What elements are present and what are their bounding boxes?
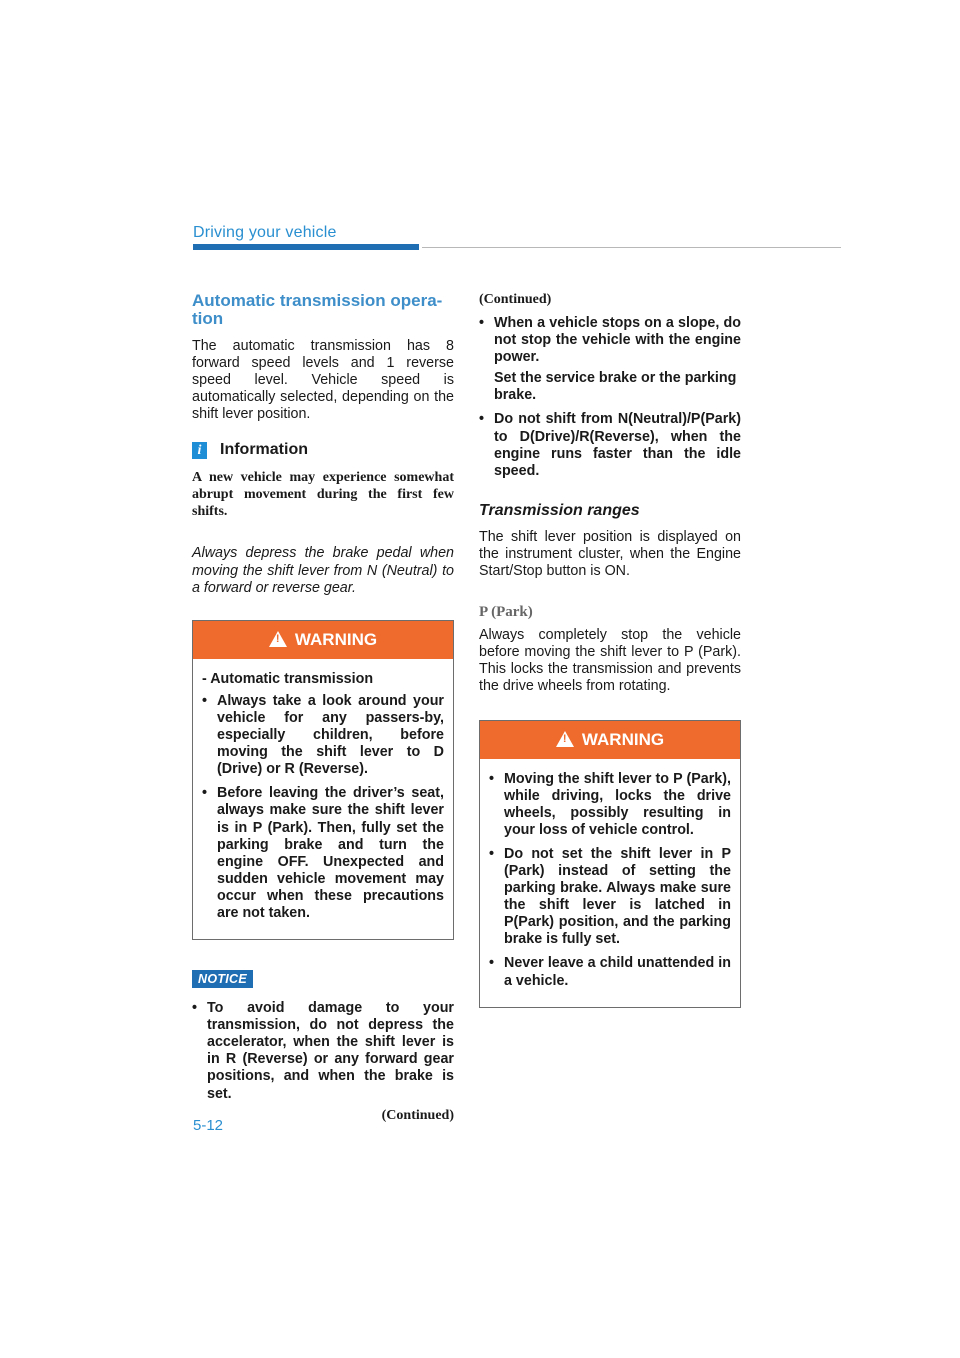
warning-box-right: [479, 720, 741, 1008]
list-item: • Moving the shift lever to P (Park), while driving, locks the drive wheels, possibly resulting in your loss of vehicle control.: [489, 770, 731, 838]
page-heading: Automatic transmission opera-tion: [192, 291, 443, 328]
list-item: • Never leave a child unattended in a vehicle.: [489, 955, 731, 989]
list-item: • Do not shift from N(Neutral)/P(Park) to D(Drive)/R(Reverse), when the engine runs faster than the idle speed.: [479, 411, 741, 479]
notice-badge: NOTICE: [192, 970, 253, 988]
warning-lead: - Automatic transmission: [202, 670, 374, 687]
subsection-heading: P (Park): [479, 604, 533, 621]
list-item: • Always take a look around your vehicle for any passers-by, especially children, before moving the shift lever to D (Drive) or R (Reverse).: [202, 692, 444, 778]
warning-label: WARNING: [294, 629, 378, 649]
continued-label: (Continued): [479, 292, 552, 307]
list-item: • When a vehicle stops on a slope, do not stop the vehicle with the engine power.: [479, 315, 741, 366]
page-number: 5-12: [193, 1117, 224, 1134]
warning-body: [193, 659, 453, 939]
information-header: [192, 441, 454, 459]
list-item: • Do not set the shift lever in P (Park) instead of setting the parking brake. Always make sure the shift lever is latched in P(Park) position, and the parking brake is fully set.: [489, 845, 731, 948]
header-rule: [422, 247, 841, 248]
list-item-sub: Set the service brake or the parking brake.: [494, 370, 737, 404]
warning-triangle-icon: [556, 731, 574, 747]
information-text: A new vehicle may experience somewhat abrupt movement during the first few shifts.: [192, 470, 454, 520]
brake-note: Always depress the brake pedal when moving the shift lever from N (Neutral) to a forward or reverse gear.: [192, 545, 454, 596]
warning-header: [480, 721, 740, 759]
section-heading: Transmission ranges: [479, 501, 640, 519]
ranges-paragraph: The shift lever position is displayed on the instrument cluster, when the Engine Start/Stop button is ON.: [479, 528, 741, 580]
warning-box-left: [192, 620, 454, 940]
park-paragraph: Always completely stop the vehicle before moving the shift lever to P (Park). This locks the transmission and prevents the drive wheels from rotating.: [479, 627, 741, 695]
continued-list: [479, 315, 741, 480]
intro-paragraph: The automatic transmission has 8 forward speed levels and 1 reverse speed level. Vehicle speed is automatically selected, depending on the shift lever position.: [192, 338, 454, 423]
list-item: • To avoid damage to your transmission, do not depress the accelerator, when the shift lever is in R (Reverse) or any forward gear positions, and when the brake is set.: [192, 1000, 454, 1102]
section-title: Driving your vehicle: [193, 224, 337, 241]
notice-section: [192, 970, 454, 1124]
header-bar: [193, 244, 419, 250]
warning-header: [193, 621, 453, 659]
warning-label: WARNING: [581, 729, 665, 749]
list-item: • Before leaving the driver’s seat, always make sure the shift lever is in P (Park). Then, fully set the parking brake and turn the engine OFF. Unexpected and sudden vehicle movement may occur when these precautions are not taken.: [202, 785, 444, 921]
warning-body: [480, 759, 740, 1007]
left-column: [192, 292, 454, 1124]
information-title: Information: [220, 441, 308, 459]
warning-triangle-icon: [269, 631, 287, 647]
right-column: [479, 292, 741, 1008]
continued-label: (Continued): [381, 1107, 454, 1123]
information-icon: i: [192, 442, 207, 459]
